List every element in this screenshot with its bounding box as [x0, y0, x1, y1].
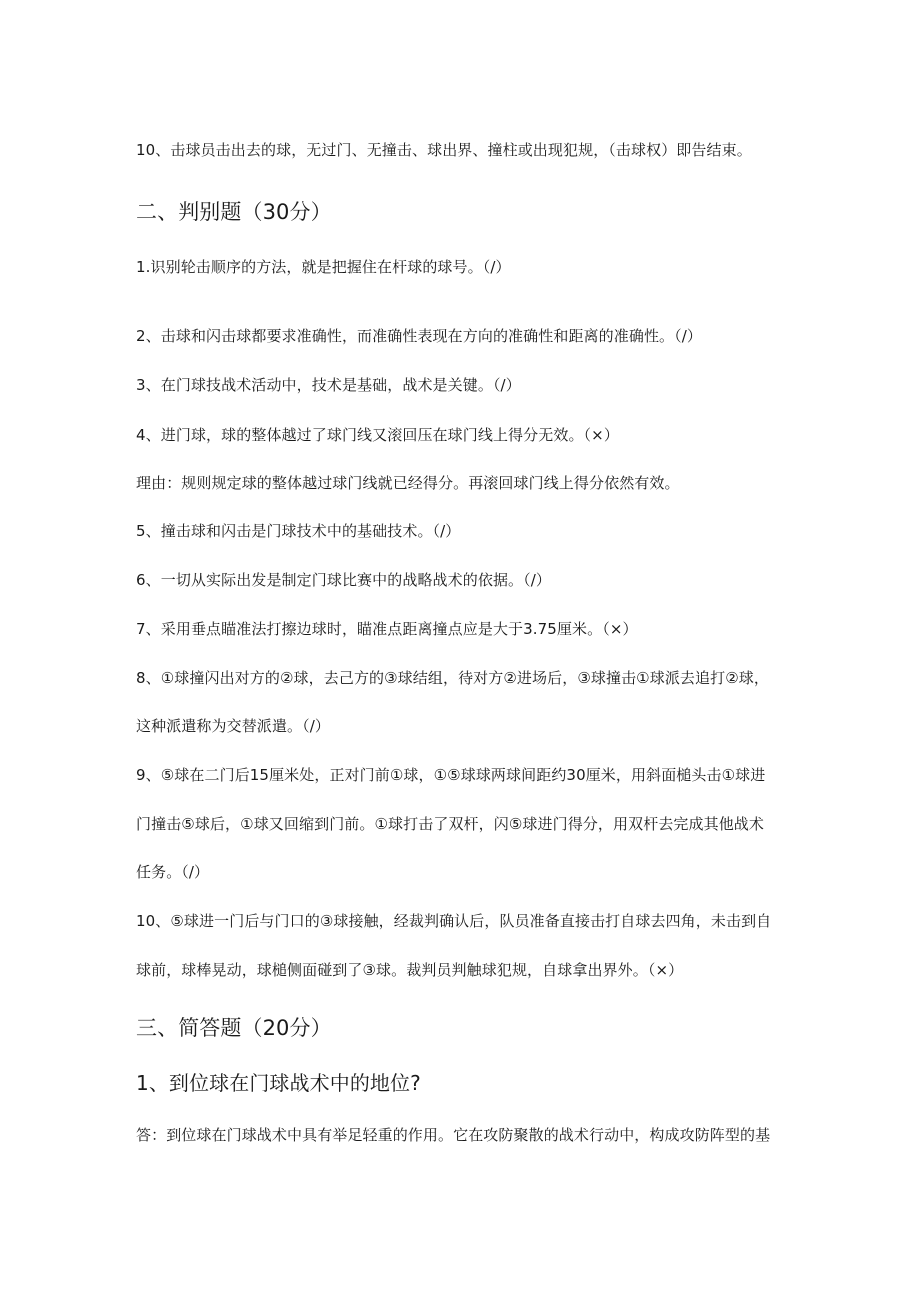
- judgement-line-6: 6、一切从实际出发是制定门球比赛中的战略战术的依据。（/）: [136, 571, 551, 589]
- judgement-line-10b: 球前，球棒晃动，球槌侧面碰到了③球。裁判员判触球犯规，自球拿出界外。（×）: [136, 961, 684, 979]
- judgement-reason: 理由：规则规定球的整体越过球门线就已经得分。再滚回球门线上得分依然有效。: [136, 474, 680, 492]
- judgement-line-2: 2、击球和闪击球都要求准确性，而准确性表现在方向的准确性和距离的准确性。（/）: [136, 327, 703, 345]
- judgement-line-8b: 这种派遣称为交替派遣。（/）: [136, 717, 330, 735]
- judgement-line-5: 5、撞击球和闪击是门球技术中的基础技术。（/）: [136, 522, 461, 540]
- judgement-line-9c: 任务。（/）: [136, 863, 210, 881]
- judgement-line-9a: 9、⑤球在二门后15厘米处，正对门前①球，①⑤球球两球间距约30厘米，用斜面槌头击①球进: [136, 766, 766, 784]
- question-1: 1、到位球在门球战术中的地位?: [136, 1071, 421, 1095]
- judgement-line-10a: 10、⑤球进一门后与门口的③球接触，经裁判确认后，队员准备直接击打自球去四角，未击到自: [136, 912, 772, 930]
- answer-1: 答：到位球在门球战术中具有举足轻重的作用。它在攻防聚散的战术行动中，构成攻防阵型的基: [136, 1126, 771, 1144]
- judgement-line-8a: 8、①球撞闪出对方的②球，去己方的③球结组，待对方②进场后，③球撞击①球派去追打②球，: [136, 669, 769, 687]
- judgement-line-1: 1.识别轮击顺序的方法，就是把握住在杆球的球号。（/）: [136, 258, 511, 276]
- top-item: 10、击球员击出去的球，无过门、无撞击、球出界、撞柱或出现犯规，（击球权）即告结束。: [136, 141, 752, 159]
- judgement-line-3: 3、在门球技战术活动中，技术是基础，战术是关键。（/）: [136, 376, 521, 394]
- section-3-title: 三、简答题（20分）: [136, 1016, 332, 1040]
- judgement-line-9b: 门撞击⑤球后，①球又回缩到门前。①球打击了双杆，闪⑤球进门得分，用双杆去完成其他战术: [136, 815, 764, 833]
- judgement-line-7: 7、采用垂点瞄准法打擦边球时，瞄准点距离撞点应是大于3.75厘米。（×）: [136, 620, 638, 638]
- section-2-title: 二、判别题（30分）: [136, 200, 332, 224]
- judgement-line-4: 4、进门球，球的整体越过了球门线又滚回压在球门线上得分无效。（×）: [136, 426, 619, 444]
